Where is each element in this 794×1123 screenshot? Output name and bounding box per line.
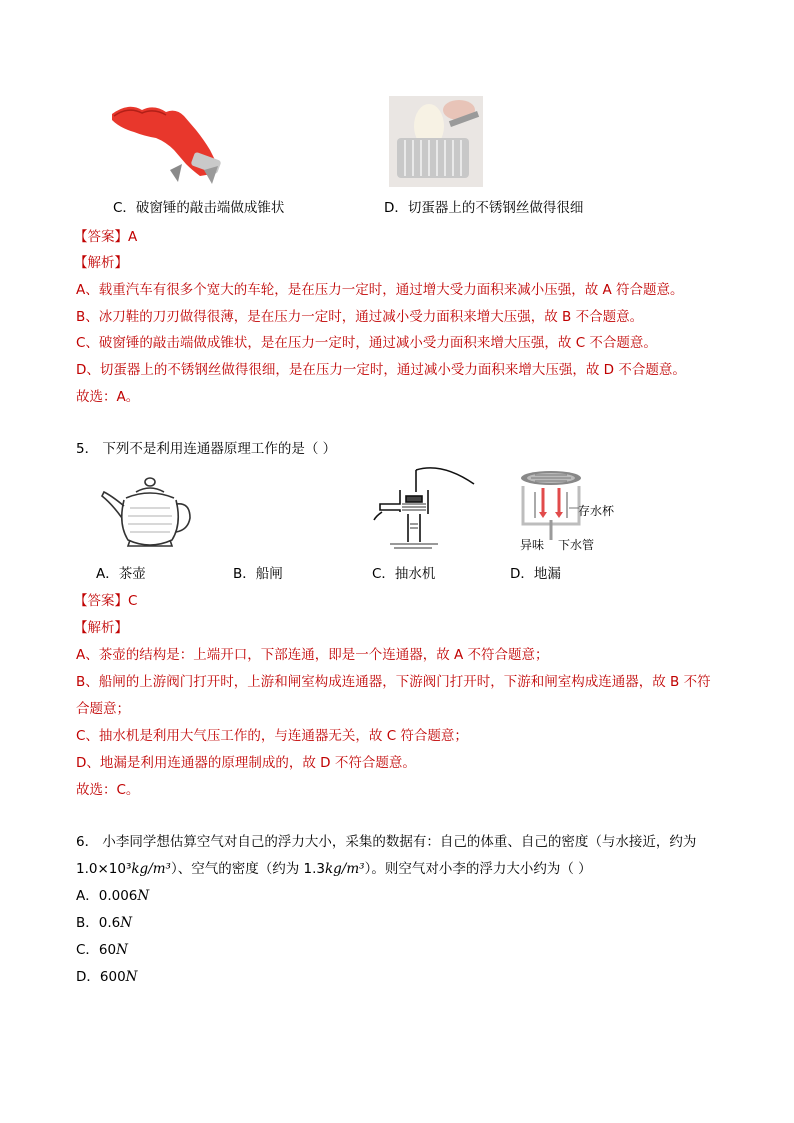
- egg-slicer-image: [389, 96, 483, 187]
- answer-label: 【答案】: [74, 593, 128, 609]
- q6-option-a: [76, 888, 149, 904]
- q4-answer: [74, 229, 137, 245]
- unit-text: kg/m³: [324, 861, 365, 877]
- q5-analysis-line: 故选：C。: [76, 782, 140, 798]
- option-text: A．0.006: [76, 888, 138, 904]
- q6-option-c: [76, 942, 128, 958]
- window-hammer-image: [108, 100, 223, 186]
- q6-text: 1.0×10³: [76, 861, 132, 877]
- q4-analysis-line: D、切蛋器上的不锈钢丝做得很细，是在压力一定时，通过减小受力面积来增大压强，故 D 不合题意。: [76, 362, 686, 378]
- q6-option-d: [76, 969, 137, 985]
- unit-text: N: [137, 888, 150, 904]
- option-text: D．600: [76, 969, 126, 985]
- q4-analysis-line: A、载重汽车有很多个宽大的车轮，是在压力一定时，通过增大受力面积来减小压强，故 A 符合题意。: [76, 282, 684, 298]
- q5-option-a: A．茶壶: [96, 566, 146, 582]
- label-pipe: 下水管: [558, 538, 595, 552]
- q6-question-line1: 6． 小李同学想估算空气对自己的浮力大小，采集的数据有：自己的体重、自己的密度（与水接近，约为: [76, 834, 697, 850]
- unit-text: kg/m³: [131, 861, 171, 877]
- q5-option-c: C．抽水机: [372, 566, 436, 582]
- answer-value: A: [128, 229, 138, 245]
- q5-question: 5． 下列不是利用连通器原理工作的是（ ）: [76, 441, 337, 457]
- unit-text: N: [116, 942, 128, 958]
- unit-text: N: [120, 915, 133, 931]
- q5-analysis-line: A、茶壶的结构是：上端开口，下部连通，即是一个连通器，故 A 不符合题意；: [76, 647, 549, 663]
- option-d-caption: D．切蛋器上的不锈钢丝做得很细: [384, 200, 584, 216]
- teapot-image: [98, 474, 193, 552]
- label-odor: 异味: [520, 538, 545, 552]
- unit-text: N: [125, 969, 138, 985]
- answer-value: C: [128, 593, 138, 609]
- q5-analysis-label: 【解析】: [74, 620, 128, 636]
- q5-analysis-line: C、抽水机是利用大气压工作的，与连通器无关，故 C 符合题意；: [76, 728, 468, 744]
- q6-question-line2: [76, 861, 592, 877]
- option-c-caption: C．破窗锤的敲击端做成锥状: [113, 200, 285, 216]
- q4-analysis-line: C、破窗锤的敲击端做成锥状，是在压力一定时，通过减小受力面积来增大压强，故 C 不合题意。: [76, 335, 657, 351]
- q5-analysis-line: 合题意；: [76, 701, 130, 717]
- q6-option-b: [76, 915, 132, 931]
- q6-text: ）、空气的密度（约为 1.3: [170, 861, 325, 877]
- q5-answer: [74, 593, 137, 609]
- q4-analysis-line: 故选：A。: [76, 389, 140, 405]
- q5-analysis-line: D、地漏是利用连通器的原理制成的，故 D 不符合题意。: [76, 755, 416, 771]
- q5-analysis-line: B、船闸的上游阀门打开时，上游和闸室构成连通器，下游阀门打开时，下游和闸室构成连通器，故 B 不符: [76, 674, 711, 690]
- floor-drain-image: [515, 470, 625, 554]
- label-cup: 存水杯: [578, 504, 615, 518]
- option-text: C．60: [76, 942, 117, 958]
- water-pump-image: [372, 464, 476, 552]
- q4-analysis-line: B、冰刀鞋的刀刃做得很薄，是在压力一定时，通过减小受力面积来增大压强，故 B 不合题意。: [76, 309, 644, 325]
- q4-analysis-label: 【解析】: [74, 255, 128, 271]
- option-text: B．0.6: [76, 915, 121, 931]
- q5-option-b: B．船闸: [233, 566, 283, 582]
- q6-text: ）。则空气对小李的浮力大小约为（ ）: [364, 861, 592, 877]
- answer-label: 【答案】: [74, 229, 128, 245]
- q5-option-d: D．地漏: [510, 566, 561, 582]
